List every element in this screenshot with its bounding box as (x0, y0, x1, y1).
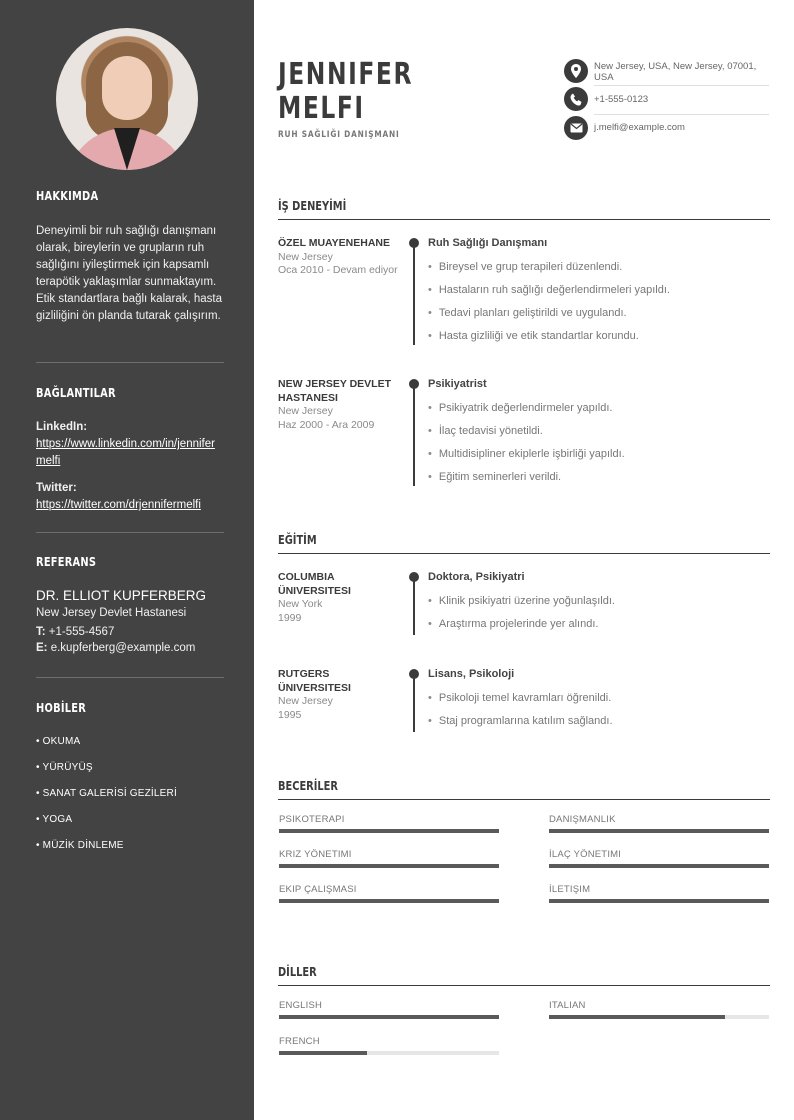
timeline-dot (409, 669, 419, 679)
skill-bar (549, 829, 769, 833)
last-name: MELFI (278, 91, 365, 126)
person-name (278, 58, 413, 126)
language-bar (279, 1015, 499, 1019)
skill-label: DANIŞMANLIK (549, 814, 616, 825)
job-title: RUH SAĞLIĞI DANIŞMANI (278, 130, 400, 140)
sidebar-divider (36, 532, 224, 533)
skill-label: İLAÇ YÖNETIMI (549, 849, 622, 860)
envelope-icon (564, 116, 588, 140)
sidebar-divider (36, 677, 224, 678)
twitter-block (36, 480, 224, 514)
languages-heading: DİLLER (278, 965, 317, 979)
linkedin-label: LinkedIn: (36, 421, 88, 433)
linkedin-link[interactable]: https://www.linkedin.com/in/jennifermelfi (36, 438, 215, 467)
language-label: FRENCH (279, 1036, 320, 1047)
education-bullet: • Klinik psikiyatri üzerine yoğunlaşıldı. (428, 595, 615, 607)
education-org: COLUMBIA ÜNIVERSITESI New York 1999 (278, 571, 351, 624)
hobby-item: • YÜRÜYÜŞ (36, 762, 93, 773)
skill-bar (549, 864, 769, 868)
contact-phone: +1-555-0123 (594, 94, 649, 105)
experience-bullet: • Multidisipliner ekiplerle işbirliği yapıldı. (428, 448, 625, 460)
skill-label: EKIP ÇALIŞMASI (279, 884, 357, 895)
twitter-link[interactable]: https://twitter.com/drjennifermelfi (36, 499, 201, 511)
phone-icon (564, 87, 588, 111)
hobby-item: • MÜZİK DİNLEME (36, 840, 124, 851)
skills-heading: BECERİLER (278, 779, 338, 793)
education-bullet: • Staj programlarına katılım sağlandı. (428, 715, 613, 727)
hobbies-heading: HOBİLER (36, 701, 87, 715)
experience-bullet: • Hastaların ruh sağlığı değerlendirmeleri yapıldı. (428, 284, 670, 296)
experience-bullet: • Hasta gizliliği ve etik standartlar korundu. (428, 330, 639, 342)
section-divider (278, 553, 770, 554)
section-divider (278, 985, 770, 986)
experience-bullet: • İlaç tedavisi yönetildi. (428, 425, 543, 437)
timeline-line (413, 674, 415, 732)
refs-heading: REFERANS (36, 555, 97, 569)
experience-role: Psikiyatrist (428, 378, 487, 390)
skill-bar (279, 899, 499, 903)
about-text: Deneyimli bir ruh sağlığı danışmanı olarak, bireylerin ve grupların ruh sağlığını iyileştirmek için kapsamlı terapötik yaklaşımlar sunmaktayım. Etik standartlara bağlı kalarak, hasta gizliliğini ön planda tutarak çalışırım. (36, 225, 223, 322)
timeline-dot (409, 379, 419, 389)
skill-bar (279, 864, 499, 868)
education-bullet: • Psikoloji temel kavramları öğrenildi. (428, 692, 611, 704)
hobby-item: • YOGA (36, 814, 73, 825)
timeline-dot (409, 238, 419, 248)
language-bar (279, 1051, 499, 1055)
skill-label: İLETIŞIM (549, 884, 591, 895)
about-heading: HAKKIMDA (36, 189, 99, 203)
linkedin-block (36, 419, 224, 470)
hobby-item: • OKUMA (36, 736, 81, 747)
location-pin-icon (564, 59, 588, 83)
education-bullet: • Araştırma projelerinde yer alındı. (428, 618, 598, 630)
links-heading: BAĞLANTILAR (36, 386, 116, 400)
experience-org: ÖZEL MUAYENEHANE New Jersey Oca 2010 - Devam ediyor (278, 237, 398, 276)
timeline-line (413, 577, 415, 635)
first-name: JENNIFER (278, 57, 414, 92)
section-divider (278, 219, 770, 220)
sidebar-divider (36, 362, 224, 363)
language-label: ITALIAN (549, 1000, 586, 1011)
skill-bar (279, 829, 499, 833)
skill-label: KRIZ YÖNETIMI (279, 849, 352, 860)
experience-role: Ruh Sağlığı Danışmanı (428, 237, 548, 249)
timeline-dot (409, 572, 419, 582)
twitter-label: Twitter: (36, 482, 77, 494)
ref-phone: T: +1-555-4567 (36, 626, 115, 638)
section-divider (278, 799, 770, 800)
timeline-line (413, 384, 415, 486)
timeline-line (413, 243, 415, 345)
language-bar (549, 1015, 769, 1019)
ref-org: New Jersey Devlet Hastanesi (36, 607, 187, 619)
contact-email[interactable]: j.melfi@example.com (594, 122, 685, 133)
skill-label: PSIKOTERAPI (279, 814, 345, 825)
skill-bar (549, 899, 769, 903)
language-label: ENGLISH (279, 1000, 323, 1011)
contact-address: New Jersey, USA, New Jersey, 07001, USA (594, 61, 757, 83)
sidebar (0, 0, 254, 1120)
experience-heading: İŞ DENEYİMİ (278, 199, 347, 213)
experience-bullet: • Eğitim seminerleri verildi. (428, 471, 561, 483)
education-degree: Lisans, Psikoloji (428, 668, 515, 680)
experience-bullet: • Psikiyatrik değerlendirmeler yapıldı. (428, 402, 613, 414)
contact-divider (594, 85, 769, 86)
contact-divider (594, 114, 769, 115)
education-org: RUTGERS ÜNIVERSITESI New Jersey 1995 (278, 668, 351, 721)
ref-name: DR. ELLIOT KUPFERBERG (36, 588, 207, 603)
experience-bullet: • Bireysel ve grup terapileri düzenlendi. (428, 261, 622, 273)
ref-email: E: e.kupferberg@example.com (36, 642, 196, 654)
education-heading: EĞİTİM (278, 533, 317, 547)
experience-bullet: • Tedavi planları geliştirildi ve uygulandı. (428, 307, 627, 319)
education-degree: Doktora, Psikiyatri (428, 571, 525, 583)
profile-photo (56, 28, 198, 170)
hobby-item: • SANAT GALERİSİ GEZİLERİ (36, 788, 177, 799)
experience-org: NEW JERSEY DEVLET HASTANESI New Jersey Haz 2000 - Ara 2009 (278, 378, 391, 431)
